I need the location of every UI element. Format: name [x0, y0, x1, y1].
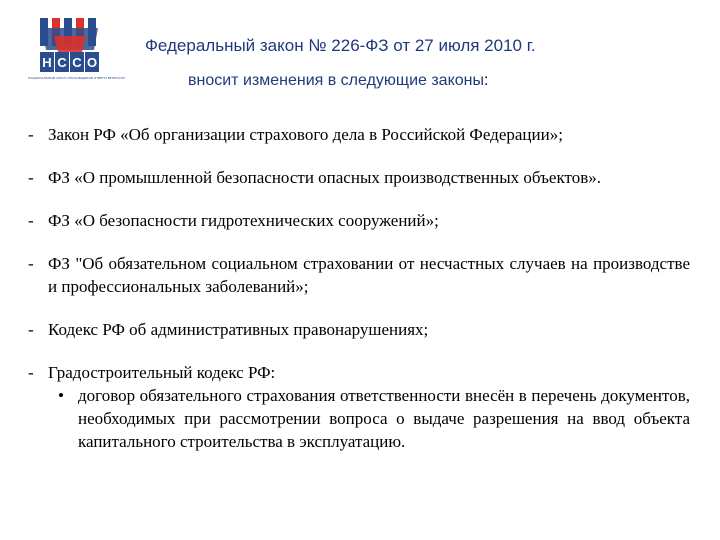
list-marker: - — [28, 211, 34, 230]
page-subtitle-colon: : — [484, 72, 489, 89]
list-item — [28, 252, 690, 298]
list-item — [28, 361, 690, 384]
list-marker: - — [28, 363, 34, 382]
list-marker: - — [28, 125, 34, 144]
page-subtitle-text: вносит изменения в следующие законы — [188, 72, 484, 89]
sub-list-item-text: договор обязательного страхования ответственности внесён в перечень документов, необходимых при рассмотрении вопроса о выдаче разрешения на ввод объекта капитального строительства в эксплуатацию. — [78, 386, 690, 451]
list-item-text: ФЗ «О безопасности гидротехнических сооружений»; — [48, 211, 439, 230]
list-marker: - — [28, 254, 34, 273]
law-list — [28, 123, 690, 453]
list-marker: - — [28, 168, 34, 187]
nsso-logo-graphic — [28, 16, 112, 76]
logo-letter: Н — [42, 55, 52, 70]
bullet-marker: • — [58, 386, 64, 405]
sub-list-item — [58, 384, 690, 453]
list-item — [28, 166, 690, 189]
list-item — [28, 318, 690, 341]
list-item — [28, 123, 690, 146]
list-marker: - — [28, 320, 34, 339]
logo-letter: О — [86, 55, 98, 70]
nsso-logo — [28, 16, 125, 82]
list-item — [28, 209, 690, 232]
page-title: Федеральный закон № 226-ФЗ от 27 июля 2010 г. — [145, 36, 536, 55]
page-subtitle — [188, 72, 688, 90]
list-item-text: Кодекс РФ об административных правонарушениях; — [48, 320, 429, 339]
list-item-text: ФЗ "Об обязательном социальном страховании от несчастных случаев на производстве и профессиональных заболеваний»; — [48, 254, 690, 296]
list-item-text: ФЗ «О промышленной безопасности опасных производственных объектов». — [48, 168, 601, 187]
logo-letter: С — [57, 55, 67, 70]
logo-caption: НАЦИОНАЛЬНЫЙ СОЮЗ СТРАХОВЩИКОВ ОТВЕТСТВЕННОСТИ — [28, 76, 125, 80]
logo-letter: С — [72, 55, 82, 70]
list-item-text: Градостроительный кодекс РФ: — [48, 363, 276, 382]
list-item-text: Закон РФ «Об организации страхового дела в Российской Федерации»; — [48, 125, 563, 144]
